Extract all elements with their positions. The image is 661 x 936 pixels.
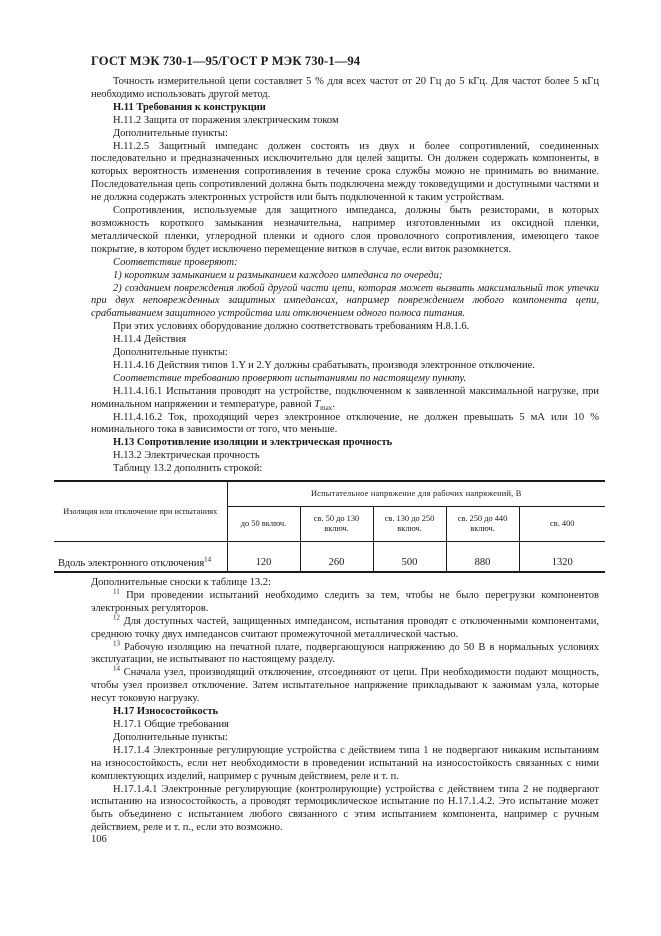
tmax-symbol: T — [314, 398, 321, 410]
table-column-header: св. 130 до 250 включ. — [373, 507, 446, 542]
footnote-text: Сначала узел, производящий отключение, отсоединяют от цепи. При необходимости подают мощность, чтобы узел произвел отключение. Затем испытательное напряжение прикладывают к зажимам узла, которые несут токовую нагрузку. — [91, 667, 599, 705]
section-heading-h17: Н.17 Износостойкость — [113, 706, 219, 718]
footnote-12 — [91, 613, 599, 642]
paragraph-h114161-text: Н.11.4.16.1 Испытания проводят на устройстве, подключенном к заявленной максимальной нагрузке, при номинальном напряжении и температуре, равной — [91, 385, 599, 410]
table-cell: 260 — [300, 542, 373, 573]
footnote-13 — [91, 639, 599, 668]
subsection-heading-h114: Н.11.4 Действия — [113, 334, 187, 346]
table-column-header: до 50 включ. — [227, 507, 300, 542]
table-row-label-text: Вдоль электронного отключения — [58, 558, 205, 570]
section-heading-h13: Н.13 Сопротивление изоляции и электрическая прочность — [113, 437, 393, 449]
footnote-mark: 13 — [113, 639, 120, 648]
section-heading-h11: Н.11 Требования к конструкции — [113, 101, 266, 113]
footnote-text: Рабочую изоляцию на печатной плате, подвергающуюся напряжению до 50 В в нормальных условиях эксплуатации, не испытывают по настоящему разделу. — [91, 641, 599, 666]
compliance-check-intro: Соответствие проверяют: — [113, 256, 238, 268]
paragraph-h1125: Н.11.2.5 Защитный импеданс должен состоять из двух и более сопротивлений, соединенных последовательно и предназначенных исключительно для целей защиты. Он должен содержать компоненты, в которых вероятность изменения сопротивления в течение срока службы можно не принимать во внимание. Последовательная цепь сопротивлений должна быть подключена между токоведущими и доступными частями и не должна содержать электронных устройств или быть подключенной к таким устройствам. — [91, 140, 599, 204]
compliance-check-2: 2) созданием повреждения любой другой части цепи, которая может вызвать максимальный ток утечки при двух неповрежденных защитных импедансах, например повреждением любого компонента цепи, срабатыванием защитного устройства или отключением одного полюса питания. — [91, 282, 599, 320]
table-cell: 880 — [446, 542, 519, 573]
table-row-header: Изоляция или отключение при испытаниях — [54, 481, 227, 542]
subsection-heading-h132: Н.13.2 Электрическая прочность — [113, 450, 260, 462]
body-text-lower — [91, 577, 599, 835]
footnote-ref-14: 14 — [204, 555, 212, 564]
subsection-heading-h171: Н.17.1 Общие требования — [113, 718, 229, 730]
footnote-11 — [91, 587, 599, 616]
document-header: ГОСТ МЭК 730-1—95/ГОСТ Р МЭК 730-1—94 — [91, 54, 361, 68]
table-row — [54, 542, 605, 573]
footnote-mark: 12 — [113, 613, 120, 622]
table-column-header: св. 250 до 440 включ. — [446, 507, 519, 542]
additional-items-label: Дополнительные пункты: — [113, 347, 228, 359]
footnote-text: При проведении испытаний необходимо следить за тем, чтобы не было перегрузки компонентов электронных регуляторов. — [91, 589, 599, 614]
tmax-subscript: max — [320, 403, 333, 412]
additional-items-label: Дополнительные пункты: — [113, 731, 228, 743]
paragraph-conditions: При этих условиях оборудование должно соответствовать требованиям Н.8.1.6. — [113, 321, 470, 333]
paragraph-h114161 — [91, 386, 599, 412]
paragraph-h114162: Н.11.4.16.2 Ток, проходящий через электронное отключение, не должен превышать 5 мА или 10 % номинального тока в зависимости от того, что меньше. — [91, 411, 599, 436]
footnote-mark: 11 — [113, 587, 120, 596]
table-column-header: св. 50 до 130 включ. — [300, 507, 373, 542]
paragraph-h1714: Н.17.1.4 Электронные регулирующие устройства с действием типа 1 не подвергают никаким испытаниям на износостойкость, если нет необходимости в проведении испытаний на износостойкость связанных с ними комплектующих изделий, например с ручным действием, реле и т. п. — [91, 744, 599, 782]
table-cell: 1320 — [519, 542, 605, 573]
table-column-group-header: Испытательное напряжение для рабочих напряжений, В — [227, 481, 605, 507]
paragraph-accuracy: Точность измерительной цепи составляет 5 % для всех частот от 20 Гц до 5 кГц. Для частот более 5 кГц необходимо использовать другой метод. — [91, 76, 599, 100]
subsection-heading-h112: Н.11.2 Защита от поражения электрическим током — [113, 114, 339, 126]
table-intro: Таблицу 13.2 дополнить строкой: — [113, 463, 263, 475]
paragraph-resistors: Сопротивления, используемые для защитного импеданса, должны быть резисторами, в которых возможность короткого замыкания незначительна, например изготовленными из оксидной пленки, металлической пленки, углеродной пленки и одного слоя проволочного сопротивления, имеющего такое покрытие, в котором будет исключено перемещение витков в случае, если виток разомкнется. — [91, 205, 599, 255]
table-cell: 120 — [227, 542, 300, 573]
test-voltage-table — [54, 480, 605, 573]
footnote-14 — [91, 664, 599, 706]
paragraph-h17141: Н.17.1.4.1 Электронные регулирующие (контролирующие) устройства с действием типа 2 не подвергают испытанию на износостойкость, а проводят термоциклическое испытание по Н.17.1.4.2. Это испытание может быть объединено с испытанием любого связанного с этим испытанием компонента, например с ручным действием, реле и т. п., если это возможно. — [91, 783, 599, 834]
additional-items-label: Дополнительные пункты: — [113, 127, 228, 139]
table-row-label — [54, 542, 227, 573]
page-number: 106 — [91, 834, 107, 845]
paragraph-h11416: Н.11.4.16 Действия типов 1.Y и 2.Y должны срабатывать, производя электронное отключение. — [113, 359, 535, 371]
footnote-text: Для доступных частей, защищенных импедансом, испытания проводят с отключенными компонентами, среднюю точку двух импедансов считают промежуточной металлической частью. — [91, 615, 599, 640]
footnote-mark: 14 — [113, 664, 120, 673]
body-text-upper — [91, 76, 599, 476]
footnotes-title: Дополнительные сноски к таблице 13.2: — [91, 577, 271, 588]
compliance-check-h11416: Соответствие требованию проверяют испытаниями по настоящему пункту. — [113, 372, 467, 384]
compliance-check-1: 1) коротким замыканием и размыканием каждого импеданса по очереди; — [113, 269, 443, 281]
table-cell: 500 — [373, 542, 446, 573]
tmax-period: . — [332, 398, 335, 410]
table-column-header: св. 400 — [519, 507, 605, 542]
